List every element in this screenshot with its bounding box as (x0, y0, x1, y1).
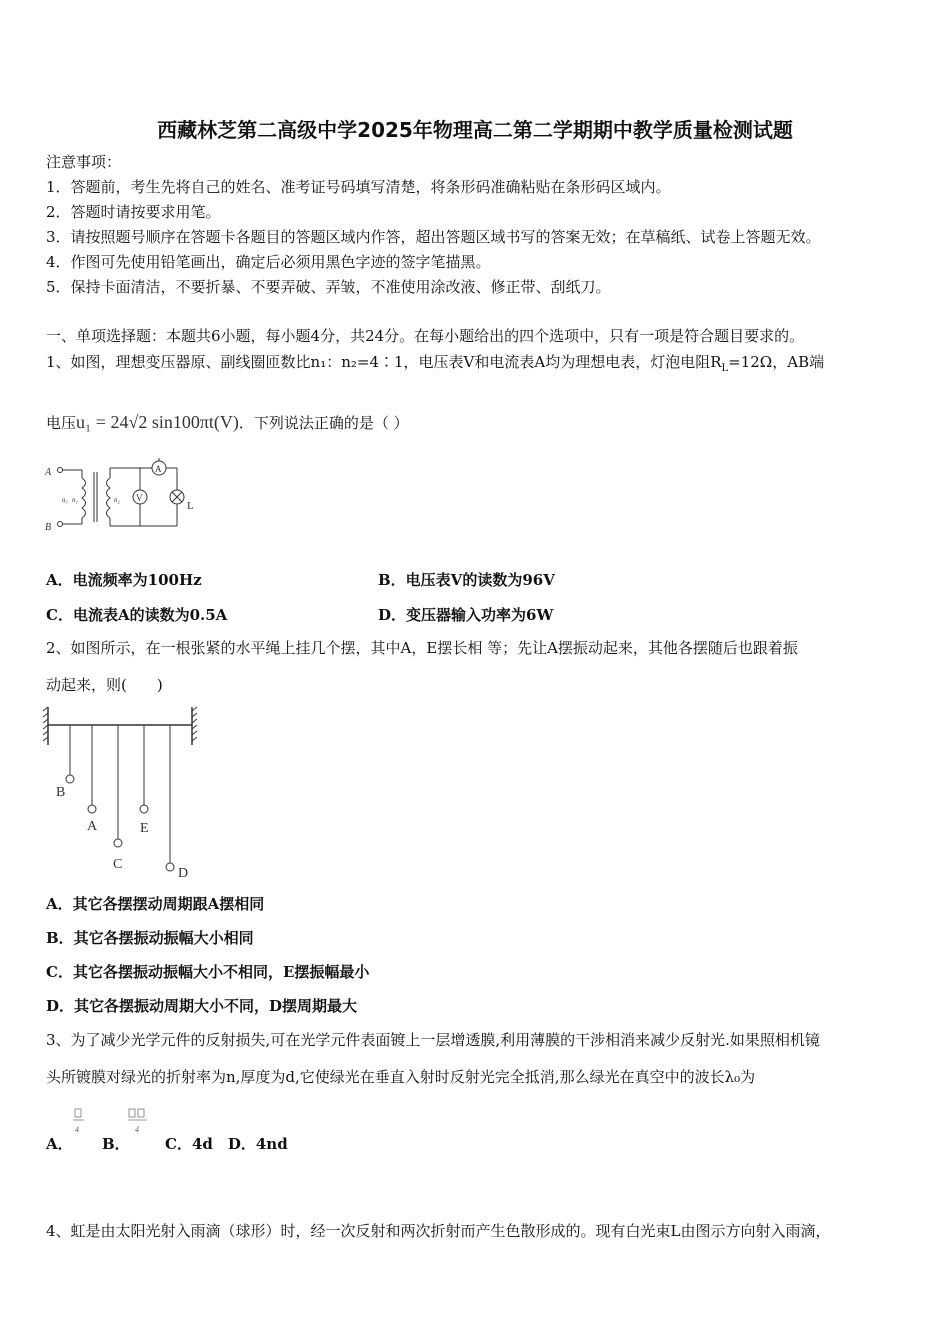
q3-stem-line1: 3、为了减少光学元件的反射损失,可在光学元件表面镀上一层增透膜,利用薄膜的干涉相消来减少反射光.如果照相机镜 (46, 1031, 820, 1049)
terminal-b-label: B (45, 522, 52, 533)
q3-option-cd: C．4d D．4nd (165, 1135, 288, 1153)
ammeter-label: A (155, 464, 162, 474)
q4-stem-line1: 4、虹是由太阳光射入雨滴（球形）时，经一次反射和两次折射而产生色散形成的。现有白光束L由图示方向射入雨滴， (46, 1222, 831, 1240)
lamp-label: L (187, 500, 194, 512)
section-heading: 一、单项选择题：本题共6小题，每小题4分，共24分。在每小题给出的四个选项中，只有一项是符合题目要求的。 (46, 327, 805, 345)
n2-label: n₂ (114, 496, 120, 504)
q2-stem-line1: 2、如图所示，在一根张紧的水平绳上挂几个摆，其中A，E摆长相 等；先让A摆振动起来，其他各摆随后也跟着振 (46, 639, 798, 657)
terminal-a-label: A (45, 467, 52, 478)
pendulum-label-b: B (56, 785, 66, 800)
q3-option-b-label: B． (102, 1135, 130, 1153)
q2-stem-line2: 动起来，则( ) (46, 676, 163, 694)
pendulum-label-c: C (113, 857, 123, 872)
q3-option-b-fraction (127, 1106, 151, 1136)
pendulum-label-e: E (140, 821, 149, 836)
q3-option-a-fraction (72, 1106, 86, 1136)
q3-option-a-label: A． (46, 1135, 73, 1153)
q1-option-b: B．电压表V的读数为96V (378, 571, 555, 589)
page-title: 西藏林芝第二高级中学2025年物理高二第二学期期中教学质量检测试题 (157, 118, 793, 142)
notice-heading: 注意事项： (46, 153, 122, 171)
notice-item: 3．请按照题号顺序在答题卡各题目的答题区域内作答，超出答题区域书写的答案无效；在草稿纸、试卷上答题无效。 (46, 228, 821, 246)
voltmeter-label: V (136, 493, 143, 503)
q3-stem-line2: 头所镀膜对绿光的折射率为n,厚度为d,它使绿光在垂直入射时反射光完全抵消,那么绿光在真空中的波长λ₀为 (46, 1068, 756, 1086)
notice-item: 4．作图可先使用铅笔画出，确定后必须用黑色字迹的签字笔描黑。 (46, 253, 491, 271)
q2-option-b: B．其它各摆振动振幅大小相同 (46, 929, 254, 947)
notice-item: 1．答题前，考生先将自己的姓名、准考证号码填写清楚，将条形码准确粘贴在条形码区域内。 (46, 178, 671, 196)
q3-option-a-denominator: 4 (75, 1125, 79, 1134)
q2-option-d: D．其它各摆振动周期大小不同，D摆周期最大 (46, 997, 358, 1015)
notice-item: 5．保持卡面清洁，不要折暴、不要弄破、弄皱，不准使用涂改液、修正带、刮纸刀。 (46, 278, 611, 296)
q1-option-c: C．电流表A的读数为0.5A (46, 606, 228, 624)
q1-stem-line2: 电压u₁ = 24√2 sin100πt(V)．下列说法正确的是（ ） (46, 412, 409, 432)
q3-option-b-denominator: 4 (135, 1125, 139, 1134)
q2-option-a: A．其它各摆摆动周期跟A摆相同 (46, 895, 265, 913)
q1-stem-line1: 1、如图，理想变压器原、副线圈匝数比n₁：n₂=4∶1，电压表V和电流表A均为理想电表，灯泡电阻$R_L=12\Omega$，AB端 (46, 353, 825, 374)
transformer-circuit-diagram (44, 458, 204, 536)
q1-option-d: D．变压器输入功率为6W (378, 606, 554, 624)
n1-label: n₁ (72, 496, 78, 504)
pendulum-label-a: A (87, 819, 98, 834)
voltage-formula: u₁ = 24√2 sin100πt(V) (76, 412, 239, 432)
pendulum-label-d: D (178, 866, 189, 881)
q1-option-a: A．电流频率为100Hz (46, 571, 202, 589)
q2-option-c: C．其它各摆振动振幅大小不相同，E摆振幅最小 (46, 963, 370, 981)
notice-item: 2．答题时请按要求用笔。 (46, 203, 221, 221)
u1-label: u₁ (62, 496, 68, 504)
pendulum-diagram (42, 705, 202, 881)
